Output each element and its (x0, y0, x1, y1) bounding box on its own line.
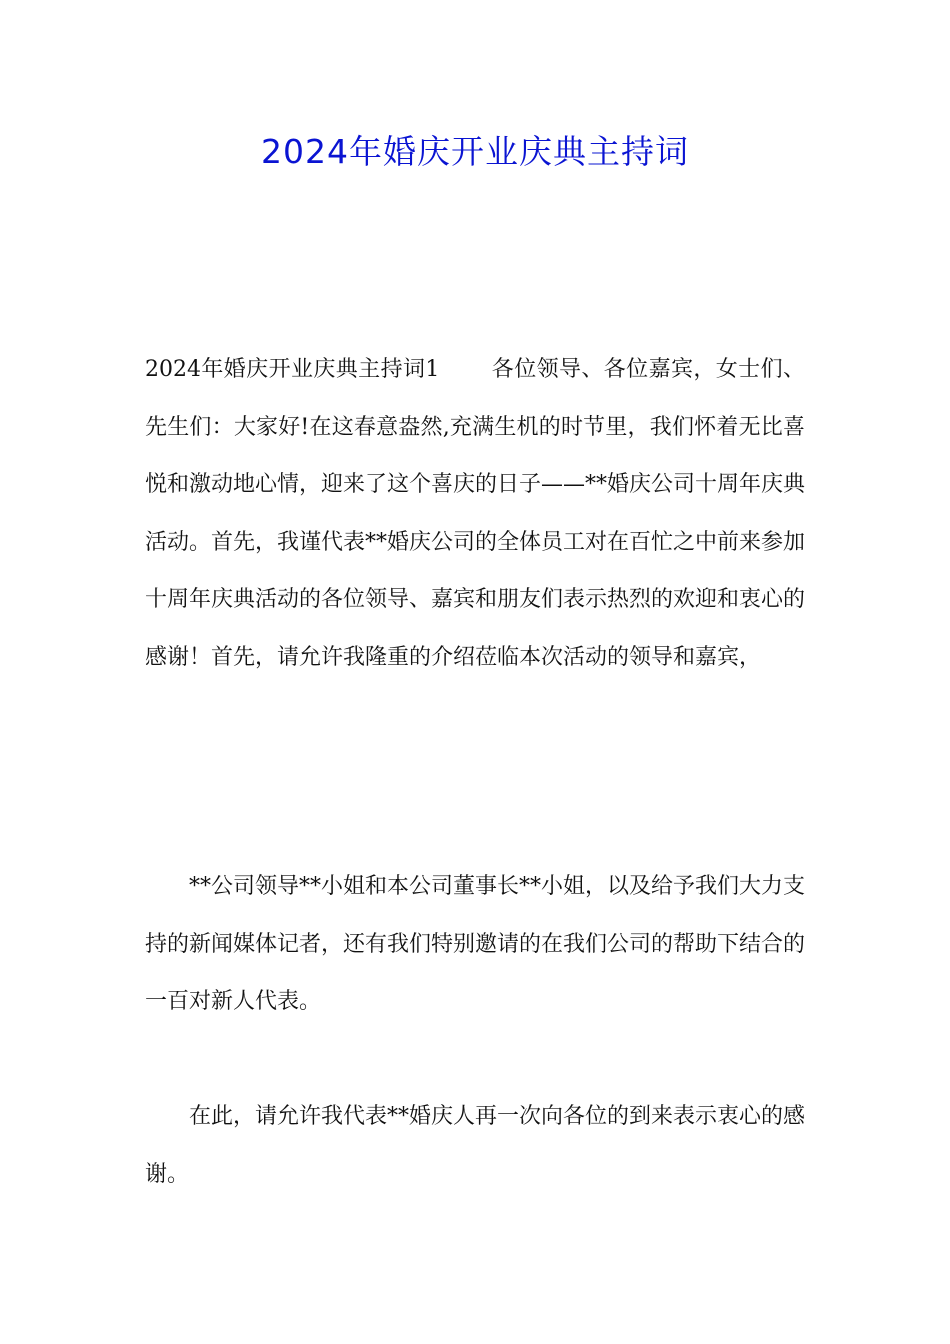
document-title: 2024年婚庆开业庆典主持词 (261, 132, 689, 171)
paragraph-body: 各位领导、各位嘉宾，女士们、先生们：大家好!在这春意盎然,充满生机的时节里，我们怀着无比喜悦和激动地心情，迎来了这个喜庆的日子——**婚庆公司十周年庆典活动。首先，我谨代表**婚庆公司的全体员工对在百忙之中前来参加十周年庆典活动的各位领导、嘉宾和朋友们表示热烈的欢迎和衷心的感谢！首先，请允许我隆重的介绍莅临本次活动的领导和嘉宾， (145, 357, 806, 670)
paragraph-thanks: 在此，请允许我代表**婚庆人再一次向各位的到来表示衷心的感谢。 (145, 1104, 806, 1187)
paragraph-guests: **公司领导**小姐和本公司董事长**小姐，以及给予我们大力支持的新闻媒体记者，还有我们特别邀请的在我们公司的帮助下结合的一百对新人代表。 (145, 874, 806, 1014)
paragraph-lead: 2024年婚庆开业庆典主持词1 (145, 357, 440, 382)
paragraph-intro (145, 341, 805, 686)
